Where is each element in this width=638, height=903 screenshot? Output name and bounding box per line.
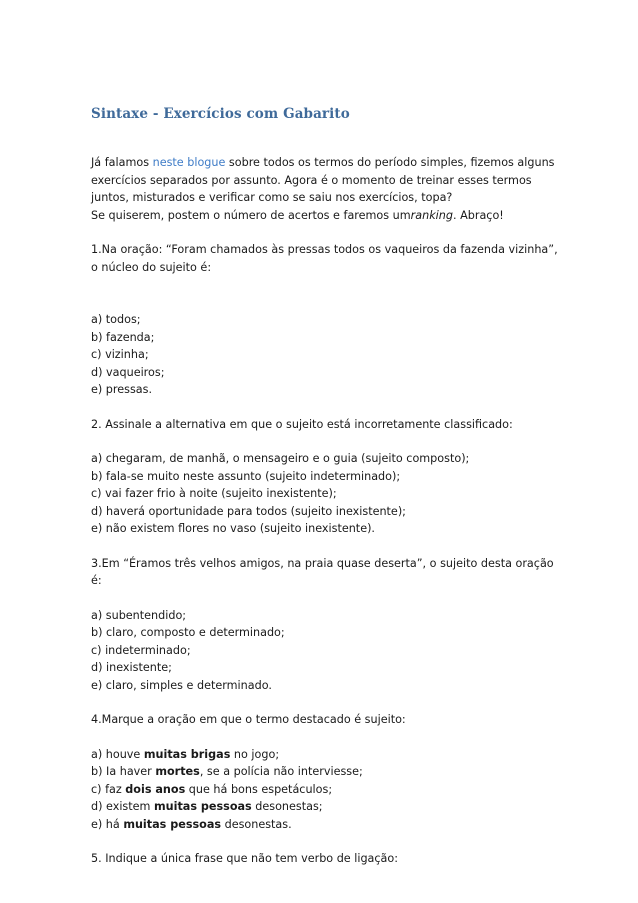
highlighted-term: muitas brigas <box>143 747 231 761</box>
blog-link[interactable]: neste blogue <box>152 156 226 169</box>
option: a) subentendido; <box>91 608 187 622</box>
question-5 <box>91 850 561 868</box>
intro-text: sobre todos os termos do período simples, fizemos alguns <box>225 156 555 169</box>
highlighted-term: mortes <box>155 765 200 778</box>
question-1-options <box>91 311 561 399</box>
intro-text: juntos, misturados e verificar como se saiu nos exercícios, topa? <box>91 191 453 204</box>
question-3-options <box>91 607 561 695</box>
option: c) vai fazer frio à noite (sujeito inexistente); <box>91 487 337 500</box>
option: d) vaqueiros; <box>91 365 165 379</box>
option: a) todos; <box>91 313 141 326</box>
question-text: 5. Indique a única frase que não tem verbo de ligação: <box>91 852 399 865</box>
question-text: 1.Na oração: “Foram chamados às pressas todos os vaqueiros da fazenda vizinha”, <box>91 243 558 256</box>
option: d) haverá oportunidade para todos (sujeito inexistente); <box>91 504 406 518</box>
option: b) fazenda; <box>91 330 155 344</box>
question-1 <box>91 241 561 276</box>
question-4-options <box>91 746 561 834</box>
question-text: o núcleo do sujeito é: <box>91 260 212 274</box>
question-2-options <box>91 450 561 538</box>
highlighted-term: dois anos <box>125 782 186 796</box>
option: a) chegaram, de manhã, o mensageiro e o guia (sujeito composto); <box>91 452 470 465</box>
intro-text: Se quiserem, postem o número de acertos e faremos um <box>91 208 411 222</box>
option: c) vizinha; <box>91 348 149 361</box>
option: c) indeterminado; <box>91 643 191 657</box>
highlighted-term: muitas pessoas <box>123 817 222 831</box>
intro-text: exercícios separados por assunto. Agora é o momento de treinar esses termos <box>91 173 532 187</box>
option: c) faz <box>91 782 126 796</box>
question-text: 3.Em “Éramos três velhos amigos, na praia quase deserta”, o sujeito desta oração <box>91 556 554 570</box>
option: e) pressas. <box>91 383 153 396</box>
option: a) houve <box>91 747 144 761</box>
intro-paragraph <box>91 154 561 224</box>
option: d) inexistente; <box>91 661 172 674</box>
document-body <box>91 154 561 868</box>
highlighted-term: muitas pessoas <box>154 800 252 813</box>
question-4 <box>91 711 561 729</box>
option: desonestas. <box>221 817 292 831</box>
page-title: Sintaxe - Exercícios com Gabarito <box>91 106 350 122</box>
option: b) claro, composto e determinado; <box>91 626 285 639</box>
question-2 <box>91 416 561 434</box>
option: d) existem <box>91 800 154 813</box>
question-3 <box>91 555 561 590</box>
option: que há bons espetáculos; <box>185 782 333 796</box>
option: e) claro, simples e determinado. <box>91 678 272 692</box>
option: , se a polícia não interviesse; <box>199 765 363 778</box>
question-text: 4.Marque a oração em que o termo destacado é sujeito: <box>91 713 406 726</box>
option: no jogo; <box>230 747 280 761</box>
option: desonestas; <box>251 800 323 813</box>
option: b) Ia haver <box>91 765 156 778</box>
option: b) fala-se muito neste assunto (sujeito indeterminado); <box>91 469 401 483</box>
option: e) há <box>91 817 124 831</box>
question-text: 2. Assinale a alternativa em que o sujeito está incorretamente classificado: <box>91 417 513 431</box>
intro-text: . Abraço! <box>452 208 504 222</box>
option: e) não existem flores no vaso (sujeito inexistente). <box>91 522 375 535</box>
ranking-word: ranking <box>410 208 453 222</box>
question-text: é: <box>91 574 102 587</box>
intro-text: Já falamos <box>91 156 153 169</box>
